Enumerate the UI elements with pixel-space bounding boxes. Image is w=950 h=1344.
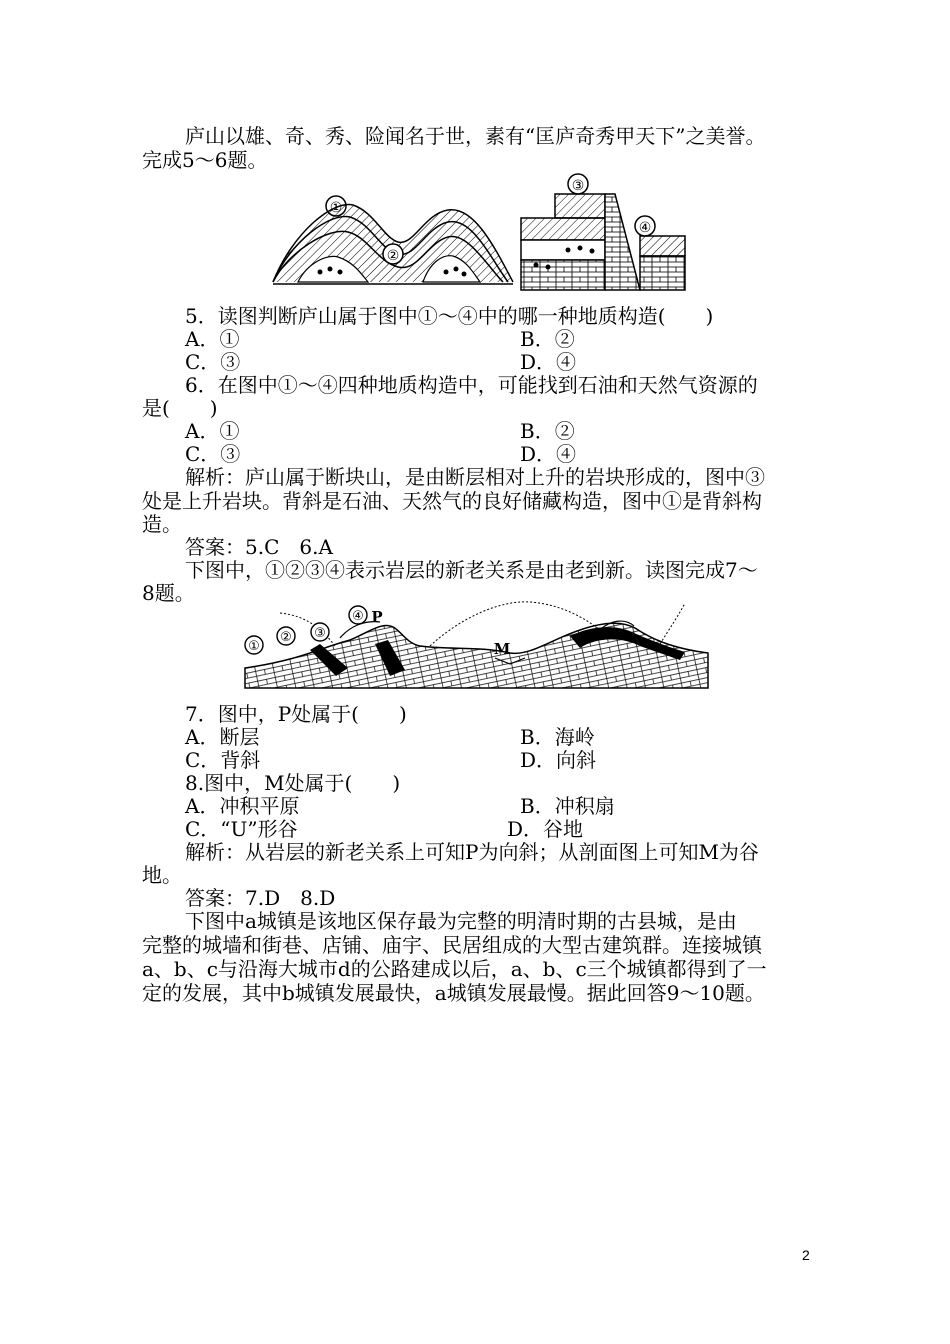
analysis1-line2: 处是上升岩块。背斜是石油、天然气的良好储藏构造，图中①是背斜构 <box>142 489 762 513</box>
profile-marker-1: ① <box>248 639 260 654</box>
q5-option-d: D．④ <box>520 350 577 374</box>
q6-stem-line1: 6．在图中①～④四种地质构造中，可能找到石油和天然气资源的 <box>185 373 758 397</box>
marker-1: ① <box>329 200 343 216</box>
q8-option-b: B．冲积扇 <box>520 794 615 818</box>
q7-stem: 7．图中，P处属于( ) <box>185 702 407 726</box>
q6-option-c: C．③ <box>185 442 241 466</box>
fault-block <box>521 194 685 290</box>
q5-option-a: A．① <box>185 327 240 351</box>
q8-option-c: C．“U”形谷 <box>185 817 298 841</box>
q5-stem: 5．读图判断庐山属于图中①～④中的哪一种地质构造( ) <box>185 304 714 328</box>
intro3-line3: a、b、c与沿海大城市d的公路建成以后，a、b、c三个城镇都得到了一 <box>142 957 767 981</box>
q6-option-a: A．① <box>185 419 240 443</box>
q7-option-c: C．背斜 <box>185 748 261 772</box>
profile-marker-3: ③ <box>314 626 326 641</box>
q8-stem: 8.图中，M处属于( ) <box>185 771 401 795</box>
q5-option-b: B．② <box>520 327 575 351</box>
intro3-line1: 下图中a城镇是该地区保存最为完整的明清时期的古县城，是由 <box>185 909 737 933</box>
point-m-label: M <box>493 640 511 658</box>
geologic-structures-figure <box>268 172 688 294</box>
intro3-line2: 完整的城墙和街巷、店铺、庙宇、民居组成的大型古建筑群。连接城镇 <box>142 933 762 957</box>
answer2: 答案：7.D 8.D <box>185 886 336 910</box>
intro2-line2: 8题。 <box>142 581 195 605</box>
q7-option-d: D．向斜 <box>520 748 597 772</box>
q6-option-b: B．② <box>520 419 575 443</box>
q7-option-b: B．海岭 <box>520 725 595 749</box>
q5-option-row1 <box>185 327 239 351</box>
analysis1-line3: 造。 <box>142 512 182 536</box>
marker-2: ② <box>386 248 400 264</box>
profile-marker-4: ④ <box>352 609 364 624</box>
answer1: 答案：5.C 6.A <box>185 535 333 559</box>
rock-layers-profile-figure <box>240 598 712 694</box>
q8-option-d: D．谷地 <box>507 817 584 841</box>
intro2-line1: 下图中，①②③④表示岩层的新老关系是由老到新。读图完成7～ <box>185 558 758 582</box>
page-number: 2 <box>802 1247 810 1263</box>
intro3-line4: 定的发展，其中b城镇发展最快，a城镇发展最慢。据此回答9～10题。 <box>142 981 765 1005</box>
point-p-label: P <box>371 608 383 626</box>
analysis2-line2: 地。 <box>142 863 182 887</box>
analysis1-line1: 解析：庐山属于断块山，是由断层相对上升的岩块形成的，图中③ <box>185 465 765 489</box>
analysis2-line1: 解析：从岩层的新老关系上可知P为向斜；从剖面图上可知M为谷 <box>185 840 759 864</box>
q5-option-c: C．③ <box>185 350 241 374</box>
q6-option-d: D．④ <box>520 442 577 466</box>
intro1-line1: 庐山以雄、奇、秀、险闻名于世，素有“匡庐奇秀甲天下”之美誉。 <box>185 124 766 148</box>
profile-marker-2: ② <box>280 630 292 645</box>
q7-option-a: A．断层 <box>185 725 260 749</box>
marker-4: ④ <box>638 220 652 236</box>
q8-option-a: A．冲积平原 <box>185 794 300 818</box>
intro1-line2: 完成5～6题。 <box>142 148 268 172</box>
marker-3: ③ <box>571 178 585 194</box>
q6-stem-line2: 是( ) <box>142 396 218 420</box>
